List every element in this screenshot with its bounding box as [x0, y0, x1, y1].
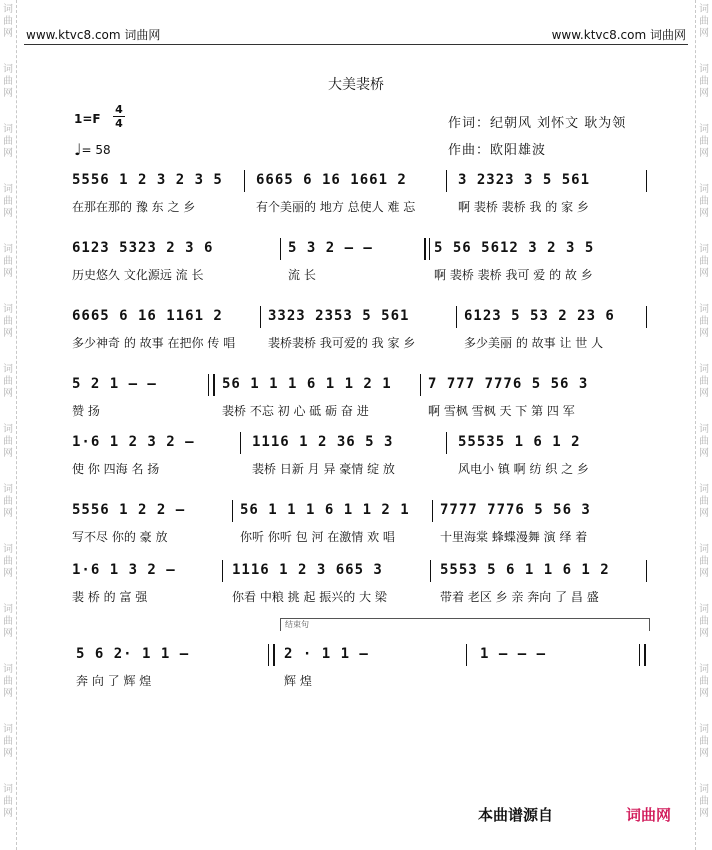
lyrics-line: 辉 煌: [284, 674, 312, 688]
notes-measure: 5556 1 2 2 –: [72, 502, 186, 518]
header-site-link-right[interactable]: www.ktvc8.com 词曲网: [551, 28, 686, 42]
side-watermark-text: 词曲网: [699, 4, 709, 39]
lyrics-line: 有个美丽的 地方 总使人 难 忘: [256, 200, 416, 214]
side-watermark-text: 词曲网: [699, 64, 709, 99]
side-watermark-text: 词曲网: [699, 604, 709, 639]
side-watermark-text: 词曲网: [3, 424, 13, 459]
left-watermark-strip: [0, 0, 17, 850]
bar-line: [646, 306, 647, 328]
bar-line: [280, 238, 281, 260]
notes-measure: 5 6 2· 1 1 –: [76, 646, 190, 662]
final-bar: [639, 644, 640, 666]
lyrics-line: 带着 老区 乡 亲 奔向 了 昌 盛: [440, 590, 599, 604]
lyrics-line: 啊 裴桥 裴桥 我可 爱 的 故 乡: [434, 268, 593, 282]
side-watermark-text: 词曲网: [3, 4, 13, 39]
notes-measure: 6123 5 53 2 23 6: [464, 308, 615, 324]
notes-measure: 56 1 1 1 6 1 1 2 1: [222, 376, 392, 392]
song-title: 大美裴桥: [328, 77, 384, 93]
score-row-3: [72, 308, 648, 364]
score-row-1: [72, 172, 648, 228]
repeat-end-bar: [213, 374, 215, 396]
side-watermark-text: 词曲网: [699, 664, 709, 699]
bar-line: [232, 500, 233, 522]
score-row-4: [72, 376, 648, 432]
lyrics-line: 裴 桥 的 富 强: [72, 590, 148, 604]
lyrics-line: 奔 向 了 辉 煌: [76, 674, 152, 688]
notes-measure: 55535 1 6 1 2: [458, 434, 581, 450]
score-row-2: [72, 240, 648, 296]
side-watermark-text: 词曲网: [699, 364, 709, 399]
score-row-7: [72, 562, 648, 618]
tempo-value: = 58: [81, 143, 111, 157]
side-watermark-text: 词曲网: [699, 304, 709, 339]
side-watermark-text: 词曲网: [699, 784, 709, 819]
lyrics-line: 赞 扬: [72, 404, 100, 418]
repeat-end-bar: [268, 644, 269, 666]
notes-measure: 1116 1 2 36 5 3: [252, 434, 394, 450]
lyrics-line: 使 你 四海 名 扬: [72, 462, 160, 476]
side-watermark-text: 词曲网: [699, 484, 709, 519]
notes-measure: 7 777 7776 5 56 3: [428, 376, 589, 392]
repeat-end-bar: [208, 374, 209, 396]
lyrics-line: 风电小 镇 啊 纺 织 之 乡: [458, 462, 589, 476]
notes-measure: 6665 6 16 1161 2: [72, 308, 223, 324]
score-row-6: [72, 502, 648, 558]
score-row-5: [72, 434, 648, 490]
bar-line: [420, 374, 421, 396]
lyrics-line: 十里海棠 蜂蝶漫舞 演 绎 着: [440, 530, 588, 544]
time-signature: [113, 103, 125, 130]
lyrics-line: 多少美丽 的 故事 让 世 人: [464, 336, 604, 350]
notes-measure: 7777 7776 5 56 3: [440, 502, 591, 518]
side-watermark-text: 词曲网: [3, 124, 13, 159]
lyrics-line: 你看 中粮 挑 起 振兴的 大 梁: [232, 590, 387, 604]
repeat-end-bar: [273, 644, 275, 666]
notes-measure: 1 – – –: [480, 646, 547, 662]
bar-line: [446, 432, 447, 454]
right-watermark-strip: [695, 0, 712, 850]
side-watermark-text: 词曲网: [3, 484, 13, 519]
bar-line: [456, 306, 457, 328]
header-site-link-left[interactable]: www.ktvc8.com 词曲网: [26, 28, 161, 42]
side-watermark-text: 词曲网: [699, 184, 709, 219]
ending-bracket: [280, 618, 650, 631]
notes-measure: 3323 2353 5 561: [268, 308, 410, 324]
side-watermark-text: 词曲网: [699, 424, 709, 459]
time-numerator: 4: [113, 103, 125, 117]
side-watermark-text: 词曲网: [3, 664, 13, 699]
notes-measure: 6665 6 16 1661 2: [256, 172, 407, 188]
bar-line: [646, 560, 647, 582]
bar-line: [432, 500, 433, 522]
bar-line: [466, 644, 467, 666]
side-watermark-text: 词曲网: [699, 544, 709, 579]
lyrics-line: 你听 你听 包 河 在激情 欢 唱: [240, 530, 395, 544]
page-header: [24, 24, 688, 45]
lyrics-line: 流 长: [288, 268, 316, 282]
side-watermark-text: 词曲网: [3, 244, 13, 279]
side-watermark-text: 词曲网: [3, 604, 13, 639]
side-watermark-text: 词曲网: [699, 124, 709, 159]
key-signature: 1=F: [74, 112, 101, 126]
side-watermark-text: 词曲网: [3, 64, 13, 99]
notes-measure: 3 2323 3 5 561: [458, 172, 591, 188]
repeat-start-bar: [429, 238, 430, 260]
tempo-marking: [74, 140, 111, 159]
side-watermark-text: 词曲网: [3, 184, 13, 219]
bar-line: [222, 560, 223, 582]
quarter-note-icon: ♩: [74, 140, 82, 159]
lyrics-line: 裴桥 日新 月 异 豪情 绽 放: [252, 462, 395, 476]
notes-measure: 6123 5323 2 3 6: [72, 240, 214, 256]
notes-measure: 2 · 1 1 –: [284, 646, 369, 662]
bar-line: [240, 432, 241, 454]
lyrics-line: 啊 裴桥 裴桥 我 的 家 乡: [458, 200, 589, 214]
composer-credit: 作曲：欧阳雄波: [448, 143, 547, 158]
notes-measure: 1·6 1 3 2 –: [72, 562, 176, 578]
notes-measure: 1116 1 2 3 665 3: [232, 562, 383, 578]
notes-measure: 5 2 1 – –: [72, 376, 157, 392]
score-row-8: [72, 646, 648, 702]
side-watermark-text: 词曲网: [3, 784, 13, 819]
side-watermark-text: 词曲网: [3, 544, 13, 579]
side-watermark-text: 词曲网: [699, 724, 709, 759]
lyrics-line: 历史悠久 文化源远 流 长: [72, 268, 204, 282]
time-denominator: 4: [115, 117, 123, 130]
notes-measure: 56 1 1 1 6 1 1 2 1: [240, 502, 410, 518]
notes-measure: 1·6 1 2 3 2 –: [72, 434, 195, 450]
notes-measure: 5553 5 6 1 1 6 1 2: [440, 562, 610, 578]
side-watermark-text: 词曲网: [699, 244, 709, 279]
lyrics-line: 多少神奇 的 故事 在把你 传 唱: [72, 336, 236, 350]
lyrics-line: 裴桥裴桥 我可爱的 我 家 乡: [268, 336, 416, 350]
lyricist-credit: 作词：纪朝风 刘怀文 耿为领: [448, 116, 627, 131]
ending-label: 结束句: [285, 620, 309, 629]
side-watermark-text: 词曲网: [3, 724, 13, 759]
notes-measure: 5 3 2 – –: [288, 240, 373, 256]
notes-measure: 5 56 5612 3 2 3 5: [434, 240, 595, 256]
side-watermark-text: 词曲网: [3, 364, 13, 399]
notes-measure: 5556 1 2 3 2 3 5: [72, 172, 223, 188]
lyrics-line: 裴桥 不忘 初 心 砥 砺 奋 进: [222, 404, 369, 418]
lyrics-line: 写不尽 你的 豪 放: [72, 530, 168, 544]
side-watermark-text: 词曲网: [3, 304, 13, 339]
footer-source-text: 本曲谱源自: [478, 806, 554, 824]
bar-line: [430, 560, 431, 582]
bar-line: [446, 170, 447, 192]
repeat-start-bar: [424, 238, 426, 260]
lyrics-line: 啊 雪枫 雪枫 天 下 第 四 军: [428, 404, 575, 418]
lyrics-line: 在那在那的 豫 东 之 乡: [72, 200, 196, 214]
bar-line: [244, 170, 245, 192]
footer-brand-link[interactable]: 词曲网: [626, 806, 672, 824]
final-bar: [644, 644, 646, 666]
bar-line: [260, 306, 261, 328]
bar-line: [646, 170, 647, 192]
